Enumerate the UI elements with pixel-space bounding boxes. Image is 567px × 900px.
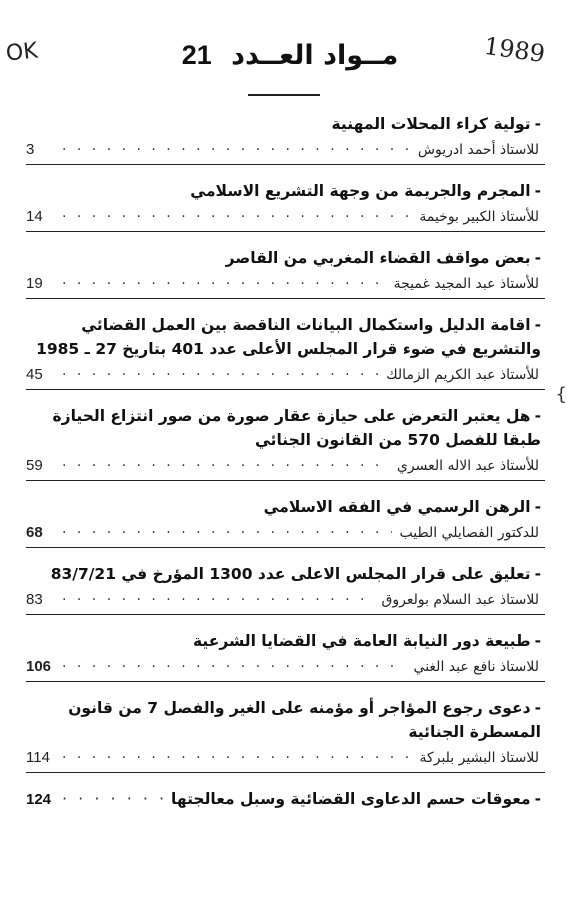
entry-author: للأستاذ الكبير بوخيمة (419, 209, 539, 225)
handwritten-year: 1989 (482, 31, 547, 69)
toc-entry (26, 495, 545, 548)
leader-dots (62, 655, 406, 679)
entry-title: -دعوى رجوع المؤاجر أو مؤمنه على الغير والفصل 7 من قانون المسطرة الجنائية (68, 699, 541, 741)
leader-dots (62, 454, 389, 478)
entry-page-number: 83 (26, 591, 43, 608)
entry-page-number: 14 (26, 208, 43, 225)
entry-title: -معوقات حسم الدعاوى القضائية وسبل معالجتها (171, 790, 541, 808)
toc-entry (26, 246, 545, 299)
entry-author: للأستاذ عبد الاله العسري (396, 458, 539, 474)
entry-title: -هل يعتبر التعرض على حيازة عقار صورة من صور انتزاع الحيازة طبقا للفصل 570 من القانون الجنائي (52, 407, 541, 449)
table-of-contents (26, 112, 545, 827)
page-title (150, 40, 430, 71)
entry-author: للاستاذ أحمد ادريوش (417, 142, 539, 158)
leader-dots (62, 363, 378, 387)
issue-number: 21 (181, 40, 212, 70)
title-underline (248, 94, 320, 96)
entry-author: للاستاذ البشير بلبركة (419, 750, 539, 766)
entry-title: -اقامة الدليل واستكمال البيانات الناقصة بين العمل القضائي والتشريع في ضوء قرار المجلس الأعلى عدد 401 بتاريخ 27 ـ 1985 (36, 316, 541, 358)
toc-entry (26, 179, 545, 232)
entry-author-line (26, 205, 545, 229)
entry-page-number: 59 (26, 457, 43, 474)
entry-page-number: 106 (26, 658, 52, 675)
entry-page-number: 45 (26, 366, 43, 383)
entry-author-line (26, 138, 545, 162)
entry-title: -الرهن الرسمي في الفقه الاسلامي (263, 498, 541, 516)
entry-page-number: 68 (26, 524, 43, 541)
leader-dots (62, 521, 392, 545)
margin-bracket-mark: { (555, 384, 567, 405)
leader-dots (62, 205, 411, 229)
entry-author-line (26, 588, 545, 612)
entry-title: -تولية كراء المحلات المهنية (331, 115, 541, 133)
toc-entry (26, 787, 545, 813)
entry-author: للاستاذ عبد السلام بولعروق (381, 592, 539, 608)
entry-inline-line (26, 787, 545, 811)
entry-author-line (26, 521, 545, 545)
entry-author-line (26, 272, 545, 296)
entry-author-line (26, 454, 545, 478)
leader-dots (62, 789, 163, 808)
leader-dots (62, 746, 412, 770)
entry-page-number: 3 (26, 141, 35, 158)
entry-author-line (26, 363, 545, 387)
entry-author-line (26, 746, 545, 770)
entry-author: للأستاذ عبد الكريم الزمالك (386, 367, 539, 383)
entry-title: -تعليق على قرار المجلس الاعلى عدد 1300 المؤرخ في 83/7/21 (50, 565, 541, 583)
entry-author: للدكتور الفصايلي الطيب (399, 525, 539, 541)
toc-entry (26, 404, 545, 481)
toc-entry (26, 112, 545, 165)
entry-page-number: 124 (26, 791, 52, 808)
leader-dots (62, 138, 410, 162)
page-title-text: مــواد العــدد (231, 40, 399, 71)
entry-page-number: 114 (26, 749, 50, 766)
toc-entry (26, 629, 545, 682)
toc-entry (26, 696, 545, 773)
leader-dots (62, 588, 373, 612)
entry-author: للاستاذ نافع عبد الغني (413, 659, 539, 675)
toc-entry (26, 562, 545, 615)
entry-author-line (26, 655, 545, 679)
entry-title: -بعض مواقف القضاء المغربي من القاصر (225, 249, 541, 267)
entry-author: للأستاذ عبد المجيد غميجة (393, 276, 539, 292)
leader-dots (62, 272, 386, 296)
toc-entry (26, 313, 545, 390)
entry-title: -المجرم والجريمة من وجهة التشريع الاسلامي (190, 182, 541, 200)
entry-title: -طبيعة دور النيابة العامة في القضايا الشرعية (193, 632, 541, 650)
handwritten-note-left: OK (4, 38, 39, 67)
entry-page-number: 19 (26, 275, 43, 292)
